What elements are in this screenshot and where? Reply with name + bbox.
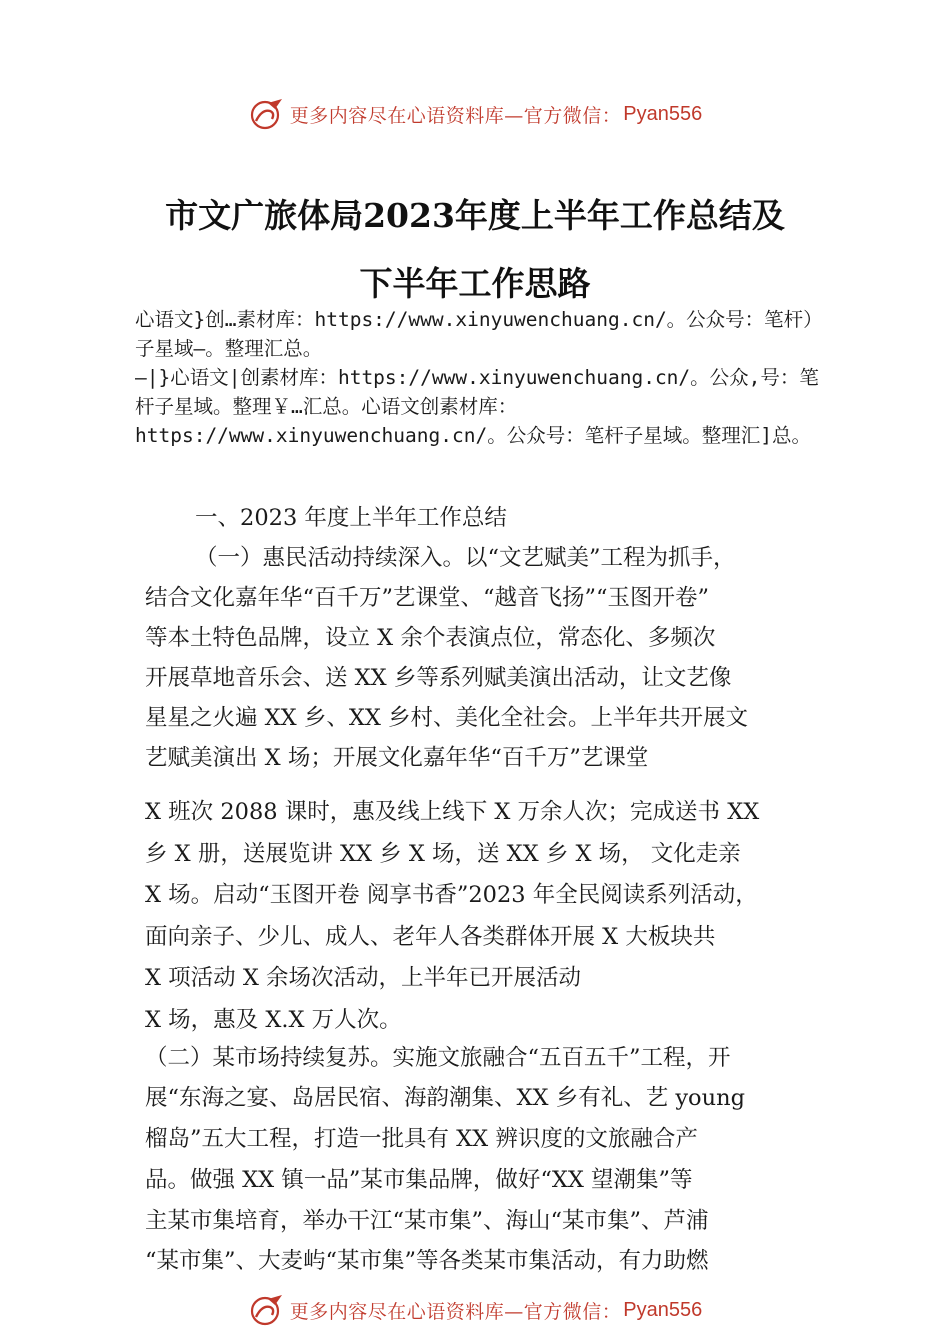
notice-paragraph-2: —|}心语文|创素材库：https://www.xinyuwenchuang.cn/。公众,号：笔杆子星域。整理￥…汇总。心语文创素材库：https://www.xinyuwenchuang.cn/。公众号：笔杆子星域。整理汇]总。	[135, 366, 819, 447]
body-line: X 场，惠及 X.X 万人次。	[145, 1007, 402, 1033]
banner-wechat-id: Pyan556	[623, 102, 703, 125]
body-line: （一）惠民活动持续深入。以“文艺赋美”工程为抓手，	[195, 545, 736, 571]
body-line: 等本土特色品牌，设立 X 余个表演点位，常态化、多频次	[145, 625, 716, 651]
body-line: X 场。启动“玉图开卷 阅享书香”2023 年全民阅读系列活动，	[145, 882, 758, 908]
document-title-line-1: 市文广旅体局2023年度上半年工作总结及	[165, 196, 785, 235]
body-line: （二）某市场持续复苏。实施文旅融合“五百五千”工程，开	[145, 1045, 731, 1071]
section-heading: 一、2023 年度上半年工作总结	[195, 505, 507, 531]
body-line: 面向亲子、少儿、成人、老年人各类群体开展 X 大板块共	[145, 924, 716, 950]
body-line: 星星之火遍 XX 乡、XX 乡村、美化全社会。上半年共开展文	[145, 705, 749, 731]
banner-text: 更多内容尽在心语资料库—官方微信：	[289, 1300, 622, 1323]
header-banner	[0, 94, 950, 134]
body-line: 结合文化嘉年华“百千万”艺课堂、“越音飞扬”“玉图开卷”	[145, 585, 710, 611]
pen-seal-icon	[248, 1293, 286, 1327]
source-notice	[135, 305, 835, 450]
body-line: “某市集”、大麦屿“某市集”等各类某市集活动，有力助燃	[145, 1248, 709, 1274]
body-line: X 项活动 X 余场次活动，上半年已开展活动	[145, 965, 581, 991]
body-line: 展“东海之宴、岛居民宿、海韵潮集、XX 乡有礼、艺 young	[145, 1085, 745, 1111]
notice-paragraph-1: 心语文}创…素材库：https://www.xinyuwenchuang.cn/。公众号：笔杆）子星域—。整理汇总。	[135, 308, 823, 360]
body-line: X 班次 2088 课时，惠及线上线下 X 万余人次；完成送书 XX	[145, 799, 760, 825]
footer-banner	[0, 1290, 950, 1330]
body-line: 乡 X 册，送展览讲 XX 乡 X 场，送 XX 乡 X 场， 文化走亲	[145, 841, 741, 867]
document-title-line-2: 下半年工作思路	[359, 264, 591, 303]
banner-text: 更多内容尽在心语资料库—官方微信：	[289, 104, 622, 127]
body-line: 品。做强 XX 镇一品”某市集品牌，做好“XX 望潮集”等	[145, 1167, 693, 1193]
body-line: 榴岛”五大工程，打造一批具有 XX 辨识度的文旅融合产	[145, 1126, 698, 1152]
banner-wechat-id: Pyan556	[623, 1298, 703, 1321]
body-line: 主某市集培育，举办干江“某市集”、海山“某市集”、芦浦	[145, 1208, 709, 1234]
body-line: 开展草地音乐会、送 XX 乡等系列赋美演出活动，让文艺像	[145, 665, 732, 691]
body-line: 艺赋美演出 X 场；开展文化嘉年华“百千万”艺课堂	[145, 745, 649, 771]
pen-seal-icon	[248, 97, 286, 131]
